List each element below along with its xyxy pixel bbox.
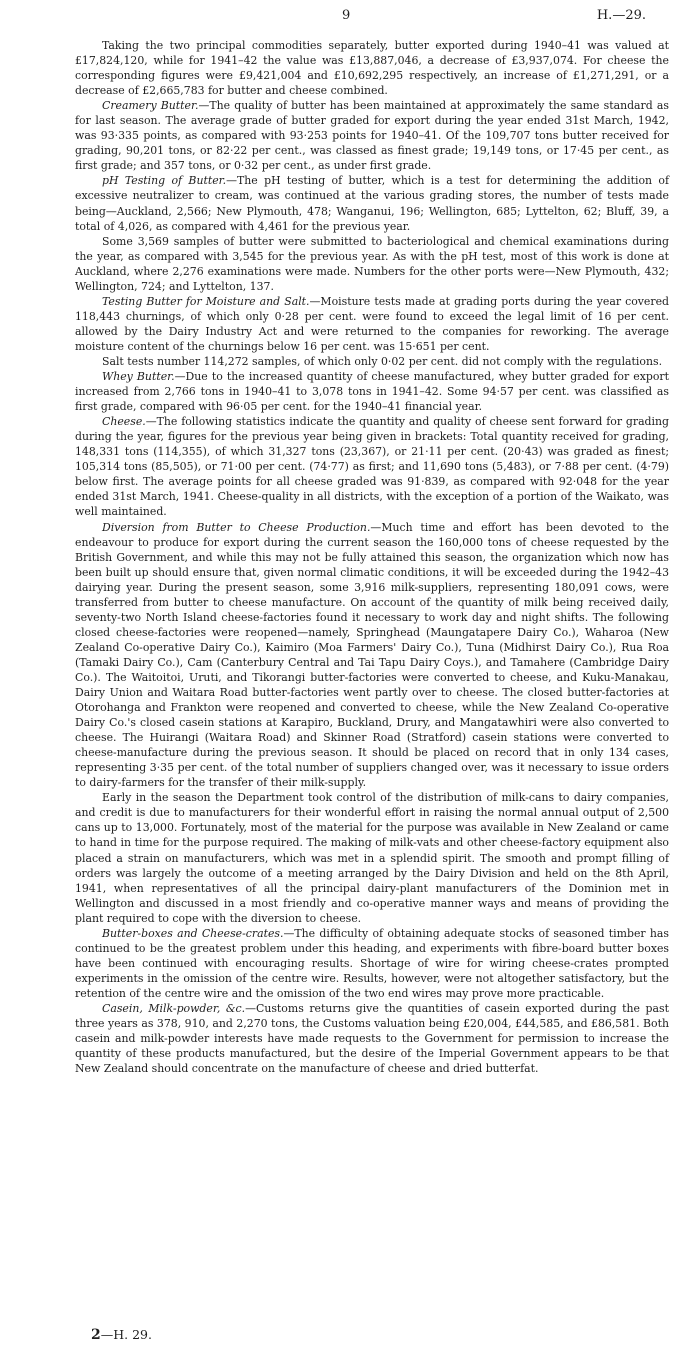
paragraph-creamery-butter: Creamery Butter.—The quality of butter has been maintained at approximately the same standard as for last season. The average grade of butter graded for export during the year ended 31st March, 1942, was 93·335 points, as compared with 93·253 points for 1940–41. Of the 109,707 tons butter received for grading, 90,201 tons, or 82·22 per cent., was classed as finest grade; 19,149 tons, or 17·45 per cent., as first grade; and 357 tons, or 0·32 per cent., as under first grade.	[75, 99, 669, 173]
paragraph-boxes-crates: Butter-boxes and Cheese-crates.—The difficulty of obtaining adequate stocks of seasoned timber has continued to be the greatest problem under this heading, and experiments with fibre-board butter boxes have been continued with encouraging results. Shortage of wire for wiring cheese-crates prompted experiments in the omission of the centre wire. Results, however, were not altogether satisfactory, but the retention of the centre wire and the omission of the two end wires may prove more practicable.	[75, 926, 669, 1000]
paragraph-bacteriological-exams: Some 3,569 samples of butter were submitted to bacteriological and chemical examinations during the year, as compared with 3,545 for the previous year. As with the pH test, most of this work is done at Auckland, where 2,276 examinations were made. Numbers for the other ports were—New Plymouth, 432; Wellington, 724; and Lyttelton, 137.	[75, 234, 669, 293]
section-heading: Whey Butter.	[102, 370, 175, 384]
paragraph-export-values: Taking the two principal commodities separately, butter exported during 1940–41 was valued at £17,824,120, while for 1941–42 the value was £13,887,046, a decrease of £3,937,074. For cheese the corresponding figures were £9,421,004 and £10,692,295 respectively, an increase of £1,271,291, or a decrease of £2,665,783 for butter and cheese combined.	[75, 39, 669, 98]
footer-reference: —H. 29.	[100, 1327, 152, 1342]
document-reference: H.—29.	[596, 8, 646, 23]
page-number: 9	[342, 8, 351, 23]
paragraph-diversion: Diversion from Butter to Cheese Production.—Much time and effort has been devoted to the endeavour to produce for export during the current season the 160,000 tons of cheese requested by the British Government, and while this may not be fully attained this season, the organization which now has been built up should ensure that, given normal climatic conditions, it will be exceeded during the 1942–43 dairying year. During the present season, some 3,916 milk-suppliers, representing 180,091 cows, were transferred from butter to cheese manufacture. On account of the quantity of milk being received daily, seventy-two North Island cheese-factories found it necessary to work day and night shifts. The following closed cheese-factories were reopened—namely, Springhead (Maungatapere Dairy Co.), Waharoa (New Zealand Co-operative Dairy Co.), Kaimiro (Moa Farmers' Dairy Co.), Tuna (Midhirst Dairy Co.), Rua Roa (Tamaki Dairy Co.), Cam (Canterbury Central and Tai Tapu Dairy Coys.), and Tamahere (Cambridge Dairy Co.). The Waitoitoi, Uruti, and Tikorangi butter-factories were converted to cheese, and Kuku-Manakau, Dairy Union and Waitara Road butter-factories went partly over to cheese. The closed butter-factories at Otorohanga and Frankton were reopened and converted to cheese, while the New Zealand Co-operative Dairy Co.'s closed casein stations at Karapiro, Buckland, Drury, and Mangatawhiri were also converted to cheese. The Huirangi (Waitara Road) and Skinner Road (Stratford) casein stations were converted to cheese-manufacture during the previous season. It should be placed on record that in only 134 cases, representing 3·35 per cent. of the total number of suppliers changed over, was it necessary to issue orders to dairy-farmers for the transfer of their milk-supply.	[75, 520, 669, 790]
paragraph-casein: Casein, Milk-powder, &c.—Customs returns give the quantities of casein exported during the past three years as 378, 910, and 2,270 tons, the Customs valuation being £20,004, £44,585, and £86,581. Both casein and milk-powder interests have made requests to the Government for permission to increase the quantity of these products manufactured, but the desire of the Imperial Government appears to be that New Zealand should concentrate on the manufacture of cheese and dried butterfat.	[75, 1002, 669, 1076]
page-header	[0, 8, 700, 30]
section-heading: Creamery Butter.	[102, 99, 199, 113]
section-heading: Testing Butter for Moisture and Salt.	[102, 294, 310, 308]
page-footer	[91, 1327, 152, 1343]
paragraph-moisture-salt: Testing Butter for Moisture and Salt.—Moisture tests made at grading ports during the year covered 118,443 churnings, of which only 0·28 per cent. were found to exceed the legal limit of 16 per cent. allowed by the Dairy Industry Act and were returned to the companies for reworking. The average moisture content of the churnings below 16 per cent. was 15·651 per cent.	[75, 294, 669, 353]
section-heading: Casein, Milk-powder, &c.	[102, 1002, 246, 1015]
signature-mark: 2	[91, 1327, 101, 1343]
section-heading: Diversion from Butter to Cheese Production.	[102, 520, 371, 534]
paragraph-whey-butter: Whey Butter.—Due to the increased quantity of cheese manufactured, whey butter graded for export increased from 2,766 tons in 1940–41 to 3,078 tons in 1941–42. Some 94·57 per cent. was classified as first grade, compared with 96·05 per cent. for the 1940–41 financial year.	[75, 370, 670, 414]
paragraph-salt-tests: Salt tests number 114,272 samples, of which only 0·02 per cent. did not comply with the regulations.	[102, 354, 663, 368]
document-body	[75, 38, 669, 1076]
paragraph-cheese: Cheese.—The following statistics indicate the quantity and quality of cheese sent forward for grading during the year, figures for the previous year being given in brackets: Total quantity received for grading, 148,331 tons (114,355), of which 31,327 tons (23,367), or 21·11 per cent. (20·43) was graded as finest; 105,314 tons (85,505), or 71·00 per cent. (74·77) as first; and 11,690 tons (5,483), or 7·88 per cent. (4·79) below first. The average points for all cheese graded was 91·839, as compared with 92·048 for the year ended 31st March, 1941. Cheese-quality in all districts, with the exception of a portion of the Waikato, was well maintained.	[75, 415, 669, 519]
paragraph-milk-cans: Early in the season the Department took control of the distribution of milk-cans to dairy companies, and credit is due to manufacturers for their wonderful effort in raising the normal annual output of 2,500 cans up to 13,000. Fortunately, most of the material for the purpose was available in New Zealand or came to hand in time for the purpose required. The making of milk-vats and other cheese-factory equipment also placed a strain on manufacturers, which was met in a splendid spirit. The smooth and prompt filling of orders was largely the outcome of a meeting arranged by the Dairy Division and held on the 8th April, 1941, when representatives of all the principal dairy-plant manufacturers of the Dominion met in Wellington and discussed in a most friendly and co-operative manner ways and means of providing the plant required to cope with the diversion to cheese.	[75, 791, 669, 925]
section-heading: Cheese.	[102, 415, 146, 429]
section-heading: pH Testing of Butter.	[102, 174, 227, 188]
paragraph-ph-testing: pH Testing of Butter.—The pH testing of butter, which is a test for determining the addition of excessive neutralizer to cream, was continued at the various grading stores, the number of tests made being—Auckland, 2,566; New Plymouth, 478; Wanganui, 196; Wellington, 685; Lyttelton, 62; Bluff, 39, a total of 4,026, as compared with 4,461 for the previous year.	[75, 174, 669, 233]
section-heading: Butter-boxes and Cheese-crates.	[102, 926, 284, 940]
